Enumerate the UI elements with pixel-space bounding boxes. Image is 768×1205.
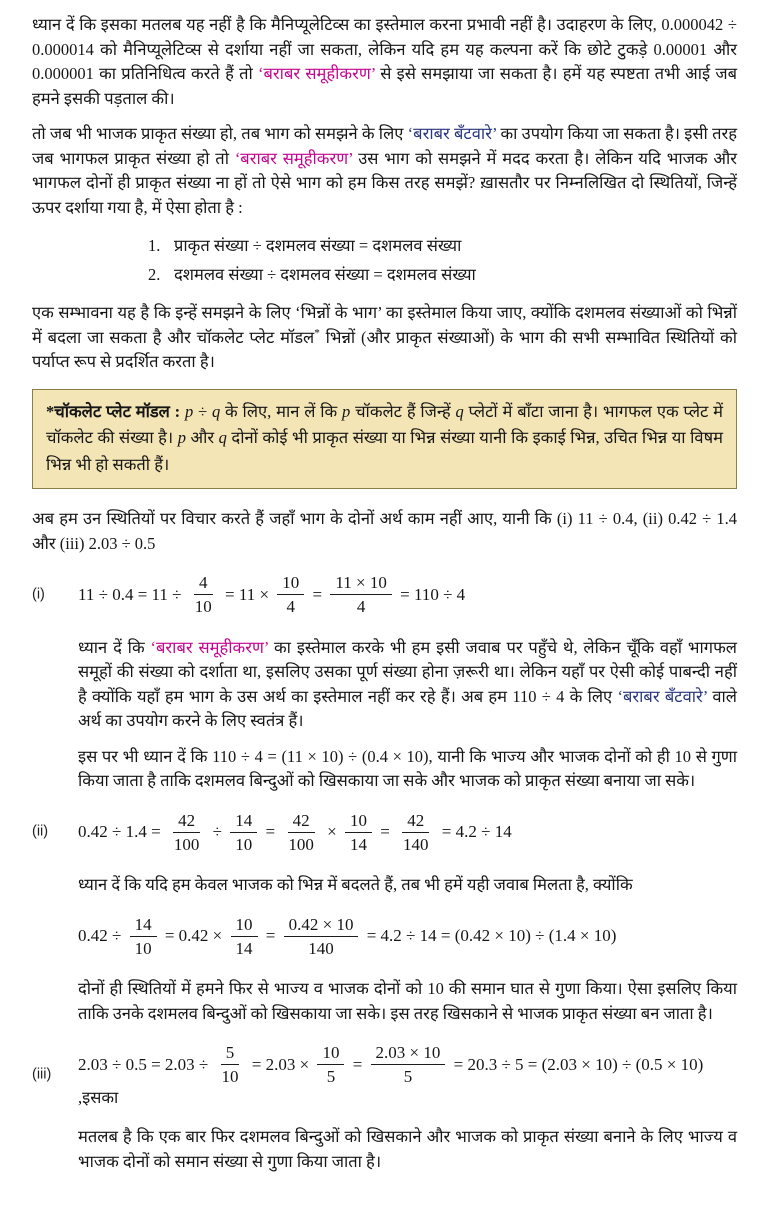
highlight-magenta: ‘बराबर समूहीकरण’ — [258, 64, 376, 83]
equation-text: = — [375, 822, 395, 842]
text-run: वाले अर्थ का उपयोग करने के लिए स्वतंत्र हैं। — [78, 686, 737, 730]
fraction-numerator: 11 × 10 — [330, 572, 391, 595]
equation-content — [78, 810, 512, 856]
fraction-denominator: 5 — [403, 1067, 413, 1087]
fraction-denominator: 10 — [235, 834, 253, 854]
fraction — [130, 914, 157, 960]
fraction-denominator: 5 — [326, 1067, 336, 1087]
fraction — [398, 810, 434, 856]
cases-list — [148, 231, 737, 289]
divisor-quotient-paragraph — [32, 122, 737, 220]
fraction-denominator: 4 — [286, 597, 296, 617]
fraction-numerator: 42 — [402, 810, 429, 833]
equation-text: = — [308, 584, 327, 604]
math-variable: p — [342, 401, 351, 421]
text-run: *चॉकलेट प्लेट मॉडल : — [46, 401, 186, 421]
equation-label: (ii) — [32, 823, 49, 840]
fraction-denominator: 10 — [134, 938, 152, 958]
equation-ii — [32, 810, 737, 856]
equal-grouping-note-paragraph — [78, 636, 737, 734]
math-variable: p — [177, 428, 186, 447]
fraction — [230, 810, 257, 856]
conclusion-paragraph — [78, 1125, 737, 1174]
text-run: उस भाग को समझने में मदद करता है। लेकिन यदि भाजक और भागफल दोनों ही प्राकृत संख्या ना हों तो ऐसे भाग को हम किस तरह समझें? ख़ासतौर पर निम्नलिखित दो स्थितियों, जिन्हें ऊपर दर्शाया गया है, में ऐसा होता है : — [32, 148, 738, 217]
equation-text: = — [261, 822, 280, 842]
fraction — [330, 572, 391, 618]
multiply-by-ten-paragraph — [78, 745, 737, 794]
list-item — [148, 231, 737, 260]
equation-label: (iii) — [32, 1065, 52, 1082]
equation-text: 11 ÷ 0.4 = 11 ÷ — [78, 584, 186, 604]
fractions-possibility-paragraph — [32, 301, 737, 375]
chocolate-plate-model-note — [32, 389, 737, 490]
text-run: इस पर भी ध्यान दें कि 110 ÷ 4 = (11 × 10) ÷ (0.4 × 10), यानी कि भाज्य और भाजक दोनों को ही 10 से गुणा किया जाता है ताकि दशमलव बिन्दुओं को खिसकाया जा सके और भाजक को प्राकृत संख्या बनाया जा सके। — [78, 746, 737, 790]
equation-content — [78, 572, 465, 618]
highlight-blue: ‘बराबर बँटवारे’ — [617, 686, 708, 706]
footnote-asterisk: * — [314, 327, 320, 339]
equation-trailing-text: ,इसका — [78, 1087, 119, 1107]
equation-content — [78, 1042, 737, 1107]
list-item-number: 2. — [148, 265, 161, 284]
text-run: दोनों ही स्थितियों में हमने फिर से भाज्य व भाजक दोनों को 10 की समान घात से गुणा किया। ऐसा इसलिए किया ताकि उनके दशमलव बिन्दुओं को खिसकाया जा सके। इस तरह खिसकाने से भाजक प्राकृत संख्या बन जाता है। — [78, 979, 737, 1023]
equation-label: (i) — [32, 586, 45, 603]
text-run: ध्यान दें कि इसका मतलब यह नहीं है कि मैनिप्यूलेटिव्स का इस्तेमाल करना प्रभावी नहीं है। उदाहरण के लिए, 0.000042 ÷ 0.000014 को मैनिप्यूलेटिव्स से दर्शाया नहीं जा सकता, लेकिन यदि हम यह कल्पना करें कि छोटे टुकड़े 0.00001 और 0.000001 का प्रतिनिधित्व करते हैं तो — [32, 15, 737, 83]
equation-text: = — [348, 1054, 367, 1074]
fraction-numerator: 14 — [230, 810, 257, 833]
equation-text: = 20.3 ÷ 5 = (2.03 × 10) ÷ (0.5 × 10) — [449, 1054, 708, 1074]
text-run: ध्यान दें कि — [78, 637, 151, 657]
fraction-numerator: 2.03 × 10 — [371, 1042, 446, 1065]
text-run: चॉकलेट हैं जिन्हें — [350, 401, 456, 421]
fraction-numerator: 10 — [345, 810, 372, 833]
fraction-denominator: 4 — [356, 597, 366, 617]
fraction-numerator: 42 — [288, 810, 315, 833]
highlight-magenta: ‘बराबर समूहीकरण’ — [234, 148, 354, 168]
equation-text: = 4.2 ÷ 14 — [437, 822, 512, 842]
equation-text: × — [322, 822, 341, 842]
equation-i — [32, 572, 737, 618]
equation-text: 0.42 ÷ 1.4 = — [78, 822, 165, 842]
equation-text: = 4.2 ÷ 14 = (0.42 × 10) ÷ (1.4 × 10) — [362, 926, 617, 946]
list-item-text: प्राकृत संख्या ÷ दशमलव संख्या = दशमलव संख्या — [174, 236, 462, 255]
highlight-magenta: ‘बराबर समूहीकरण’ — [150, 637, 269, 657]
text-run: मतलब है कि एक बार फिर दशमलव बिन्दुओं को खिसकाने और भाजक को प्राकृत संख्या बनाने के लिए भाज्य व भाजक दोनों को समान संख्या से गुणा किया जाता है। — [78, 1127, 737, 1171]
fraction-numerator: 5 — [221, 1042, 240, 1065]
fraction-denominator: 10 — [221, 1067, 239, 1087]
text-run: का इस्तेमाल करके भी हम इसी जवाब पर पहुँचे थे, लेकिन चूँकि वहाँ भागफल समूहों की संख्या को दर्शाता था, इसलिए उसका पूर्ण संख्या होना ज़रूरी था। लेकिन यहाँ पर ऐसी कोई पाबन्दी नहीं है क्योंकि यहाँ हम भाग के उस अर्थ का इस्तेमाल नहीं कर रहे हैं। अब हम 110 ÷ 4 के लिए — [78, 637, 737, 706]
text-run: तो जब भी भाजक प्राकृत संख्या हो, तब भाग को समझने के लिए — [32, 124, 408, 143]
equation-text: 2.03 ÷ 0.5 = 2.03 ÷ — [78, 1054, 213, 1074]
cases-intro-paragraph — [32, 507, 737, 556]
list-item-text: दशमलव संख्या ÷ दशमलव संख्या = दशमलव संख्या — [174, 265, 476, 284]
fraction-numerator: 10 — [277, 572, 304, 595]
fraction — [277, 572, 304, 618]
fraction-numerator: 42 — [173, 810, 200, 833]
list-item — [148, 260, 737, 289]
fraction — [283, 810, 319, 856]
text-run: के लिए, मान लें कि — [220, 401, 342, 421]
equation-divisor-only — [32, 914, 737, 960]
fraction-numerator: 4 — [194, 572, 213, 595]
text-run: प्लेटों में बाँटा जाना है। भागफल एक प्लेट में चॉकलेट की संख्या है। — [46, 401, 724, 447]
math-variable: q — [211, 401, 221, 421]
equation-text: = 0.42 × — [160, 926, 227, 946]
fraction — [284, 914, 359, 960]
math-variable: q — [218, 428, 227, 447]
equation-text: = 2.03 × — [247, 1054, 314, 1074]
fraction-numerator: 14 — [130, 914, 157, 937]
both-cases-paragraph — [78, 977, 737, 1026]
fraction — [169, 810, 205, 856]
equation-iii — [32, 1042, 737, 1107]
math-variable: q — [455, 401, 464, 421]
fraction-denominator: 100 — [173, 834, 200, 854]
equation-text: = — [261, 926, 280, 946]
math-variable: p — [185, 401, 194, 421]
text-run: एक सम्भावना यह है कि इन्हें समझने के लिए ‘भिन्नों के भाग’ का इस्तेमाल किया जाए, क्योंकि दशमलव संख्याओं को भिन्नों में बदला जा सकता है और चॉकलेट प्लेट मॉडल — [32, 303, 737, 347]
intro-paragraph — [32, 13, 737, 111]
fraction-numerator: 10 — [317, 1042, 344, 1065]
fraction-numerator: 0.42 × 10 — [284, 914, 359, 937]
text-run: भिन्नों (और प्राकृत संख्याओं) के भाग की सभी सम्भावित स्थितियों को पर्याप्त रूप से प्रदर्शित करता है। — [32, 327, 737, 371]
highlight-blue: ‘बराबर बँटवारे’ — [407, 124, 497, 143]
fraction-denominator: 10 — [194, 597, 212, 617]
text-run: दोनों कोई भी प्राकृत संख्या या भिन्न संख्या यानी कि इकाई भिन्न, उचित भिन्न या विषम भिन्न भी हो सकती हैं। — [46, 428, 723, 474]
fraction-denominator: 14 — [349, 834, 367, 854]
divisor-only-fraction-paragraph — [78, 873, 737, 898]
fraction-denominator: 140 — [403, 834, 429, 854]
text-run: अब हम उन स्थितियों पर विचार करते हैं जहाँ भाग के दोनों अर्थ काम नहीं आए, यानी कि (i) 11 ÷ 0.4, (ii) 0.42 ÷ 1.4 और (iii) 2.03 ÷ 0.5 — [32, 509, 737, 553]
fraction-denominator: 100 — [288, 834, 314, 854]
fraction-denominator: 140 — [308, 938, 334, 958]
equation-text: = 110 ÷ 4 — [395, 584, 466, 604]
text-run: का उपयोग किया जा सकता है। इसी तरह जब भागफल प्राकृत संख्या हो तो — [32, 124, 737, 168]
equation-content — [78, 914, 616, 960]
fraction — [345, 810, 372, 856]
equation-text: = 11 × — [220, 584, 274, 604]
list-item-number: 1. — [148, 236, 161, 255]
fraction-numerator: 10 — [231, 914, 258, 937]
equation-text: ÷ — [208, 822, 227, 842]
fraction-denominator: 14 — [235, 938, 253, 958]
text-run: ध्यान दें कि यदि हम केवल भाजक को भिन्न में बदलते हैं, तब भी हमें यही जवाब मिलता है, क्योंकि — [78, 875, 633, 894]
text-run: और — [185, 428, 219, 447]
equation-text: 0.42 ÷ — [78, 926, 126, 946]
fraction — [231, 914, 258, 960]
text-run: ÷ — [193, 401, 212, 421]
text-run: से इसे समझाया जा सकता है। हमें यह स्पष्टता तभी आई जब हमने इसकी पड़ताल की। — [32, 64, 737, 108]
fraction — [190, 572, 217, 618]
